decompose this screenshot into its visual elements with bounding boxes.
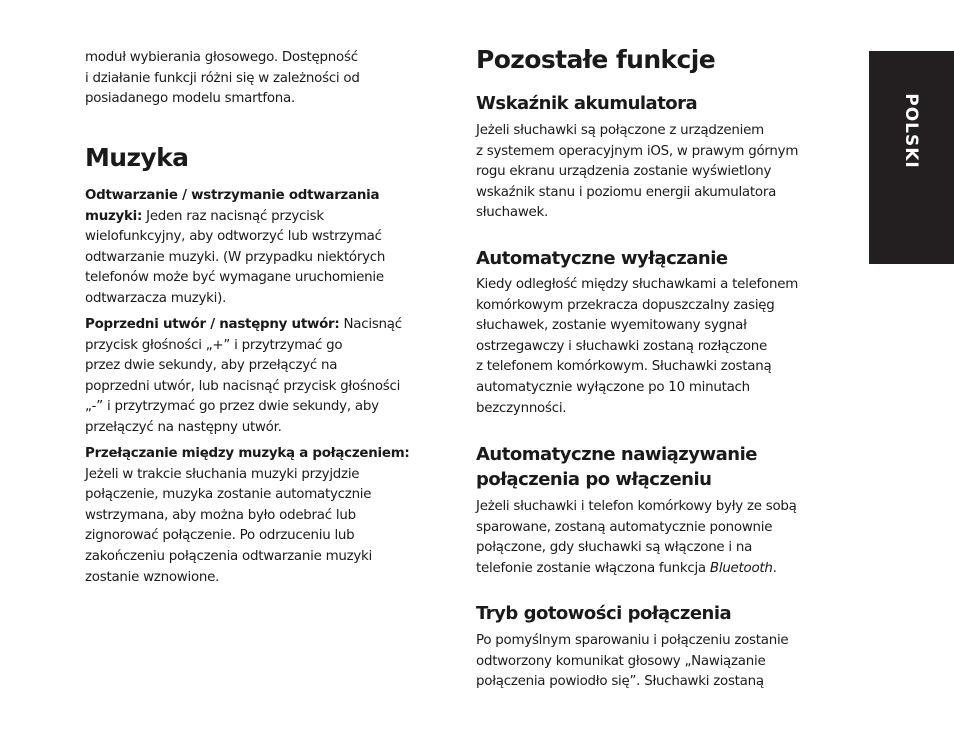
ready-heading: Tryb gotowości połączenia <box>476 603 732 624</box>
auto-reconnect-heading-line: Automatyczne nawiązywanie <box>476 444 757 465</box>
auto-reconnect-heading-line: połączenia po włączeniu <box>476 469 712 490</box>
auto-off-line: komórkowym przekracza dopuszczalny zasięg <box>476 297 775 313</box>
battery-line: rogu ekranu urządzenia zostanie wyświetlony <box>476 164 772 180</box>
play-pause-text: Jeden raz nacisnąć przycisk <box>142 208 324 224</box>
prev-next-title: Poprzedni utwór / następny utwór: <box>85 317 340 332</box>
play-pause-line: odtwarzacza muzyki). <box>85 290 227 306</box>
prev-next-line: przycisk głośności „+” i przytrzymać go <box>85 337 343 353</box>
switch-call-title: Przełączanie między muzyką a połączeniem: <box>85 446 410 461</box>
auto-off-line: ostrzegawczy i słuchawki zostaną rozłączone <box>476 338 768 354</box>
language-tab-label: POLSKI <box>901 93 921 169</box>
switch-call-line: wstrzymana, aby można było odebrać lub <box>85 507 356 523</box>
switch-call-line: Jeżeli w trakcie słuchania muzyki przyjdzie <box>85 466 360 482</box>
language-tab <box>869 51 954 264</box>
auto-off-line: słuchawek, zostanie wyemitowany sygnał <box>476 318 747 334</box>
prev-next-text: Nacisnąć <box>339 317 402 332</box>
auto-reconnect-line: telefonie zostanie włączona funkcja <box>476 560 710 576</box>
prev-next-line: przez dwie sekundy, aby przełączyć na <box>85 358 338 374</box>
switch-call-line: zakończeniu połączenia odtwarzanie muzyki <box>85 548 373 564</box>
prev-next-line: „-” i przytrzymać go przez dwie sekundy, aby <box>85 399 379 415</box>
ready-paragraph <box>476 631 832 693</box>
auto-off-line: bezczynności. <box>476 400 567 416</box>
other-functions-heading: Pozostałe funkcje <box>476 45 716 74</box>
switch-call-line: zignorować połączenie. Po odrzuceniu lub <box>85 528 355 544</box>
play-pause-title: Odtwarzanie / wstrzymanie odtwarzania <box>85 188 380 203</box>
play-pause-line: wielofunkcyjny, aby odtworzyć lub wstrzymać <box>85 229 382 245</box>
ready-line: połączenia powiodło się”. Słuchawki zostaną <box>476 674 764 690</box>
prev-next-line: poprzedni utwór, lub nacisnąć przycisk głośności <box>85 378 401 394</box>
ready-line: Po pomyślnym sparowaniu i połączeniu zostanie <box>476 633 789 648</box>
battery-line: wskaźnik stanu i poziomu energii akumulatora <box>476 184 777 200</box>
battery-line: z systemem operacyjnym iOS, w prawym górnym <box>476 143 799 159</box>
ready-line: odtworzony komunikat głosowy „Nawiązanie <box>476 653 766 669</box>
auto-off-paragraph <box>476 275 832 419</box>
intro-line: posiadanego modelu smartfona. <box>85 91 296 107</box>
bluetooth-term: Bluetooth <box>709 560 773 576</box>
music-heading: Muzyka <box>85 143 189 172</box>
play-pause-title-end: muzyki: <box>85 208 143 224</box>
auto-off-heading: Automatyczne wyłączanie <box>476 248 728 269</box>
auto-off-line: Kiedy odległość między słuchawkami a telefonem <box>476 277 798 292</box>
switch-call-paragraph <box>85 444 435 588</box>
battery-line: słuchawek. <box>476 205 549 221</box>
switch-call-line: połączenie, muzyka zostanie automatycznie <box>85 487 372 503</box>
auto-off-line: automatycznie wyłączone po 10 minutach <box>476 379 750 395</box>
intro-paragraph <box>85 48 435 110</box>
auto-reconnect-paragraph <box>476 497 832 579</box>
battery-line: Jeżeli słuchawki są połączone z urządzeniem <box>476 123 764 138</box>
play-pause-line: odtwarzanie muzyki. (W przypadku niektórych <box>85 249 386 265</box>
battery-paragraph <box>476 121 832 224</box>
auto-reconnect-line: połączone, gdy słuchawki są włączone i na <box>476 540 753 556</box>
battery-heading: Wskaźnik akumulatora <box>476 93 698 114</box>
auto-reconnect-heading <box>476 442 757 492</box>
play-pause-paragraph <box>85 186 435 310</box>
switch-call-line: zostanie wznowione. <box>85 569 220 585</box>
intro-line: i działanie funkcji różni się w zależności od <box>85 70 360 86</box>
prev-next-paragraph <box>85 315 435 439</box>
prev-next-line: przełączyć na następny utwór. <box>85 419 282 435</box>
intro-line: moduł wybierania głosowego. Dostępność <box>85 50 358 65</box>
auto-reconnect-line: Jeżeli słuchawki i telefon komórkowy były ze sobą <box>476 499 797 514</box>
auto-reconnect-line-end: . <box>772 560 777 576</box>
play-pause-line: telefonów może być wymagane uruchomienie <box>85 270 384 286</box>
auto-off-line: z telefonem komórkowym. Słuchawki zostaną <box>476 359 772 375</box>
auto-reconnect-line: sparowane, zostaną automatycznie ponownie <box>476 519 773 535</box>
